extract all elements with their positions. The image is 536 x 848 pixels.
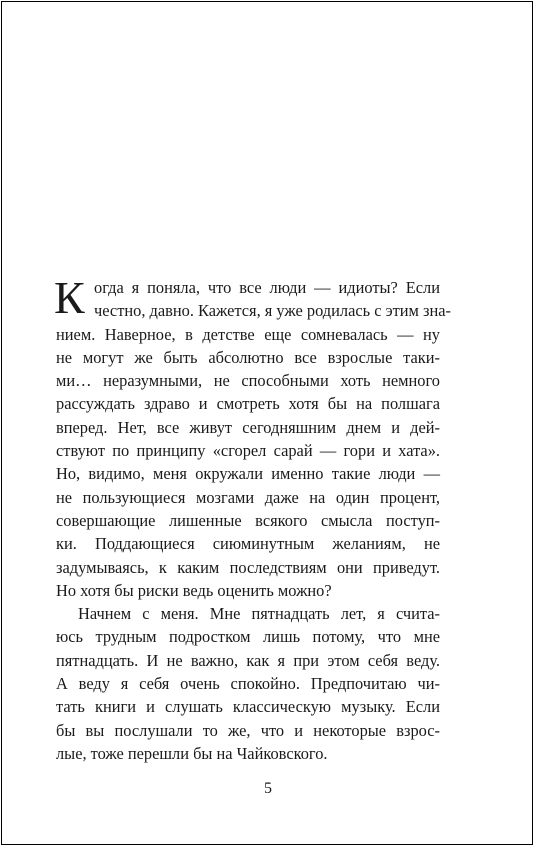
text-line: нием. Наверное, в детстве еще сомневалась — ну (56, 324, 440, 344)
text-line: ствуют по принципу «сгорел сарай — гори и хата». (56, 441, 440, 461)
text-line: юсь трудным подростком лишь потому, что мне (56, 627, 440, 647)
text-line: Начнем с меня. Мне пятнадцать лет, я счита- (78, 604, 440, 624)
text-line: лые, тоже перешли бы на Чайковского. (56, 743, 328, 763)
text-line: не пользующиеся мозгами даже на один процент, (56, 487, 440, 507)
text-line: Но, видимо, меня окружали именно такие люди — (56, 464, 440, 484)
paragraph (54, 272, 452, 602)
text-line: Но хотя бы риски ведь оценить можно? (56, 580, 332, 600)
paragraph (56, 602, 440, 765)
body-text (54, 272, 452, 765)
text-line: задумываясь, к каким последствиям они приведут. (56, 557, 440, 577)
page-number: 5 (264, 780, 272, 797)
text-line: А веду я себя очень спокойно. Предпочитаю чи- (56, 674, 440, 694)
text-line: вперед. Нет, все живут сегодняшним днем и дей- (56, 417, 440, 437)
text-line: рассуждать здраво и смотреть хотя бы на полшага (56, 394, 440, 414)
text-line: совершающие лишенные всякого смысла поступ- (56, 510, 440, 530)
text-line: тать книги и слушать классическую музыку. Если (56, 697, 440, 717)
paragraph-container (54, 272, 452, 765)
text-line: бы вы послушали то же, что и некоторые взрос- (56, 720, 440, 740)
text-line: ки. Поддающиеся сиюминутным желаниям, не (56, 534, 440, 554)
text-line: не могут же быть абсолютно все взрослые таки- (56, 347, 440, 367)
text-line: огда я поняла, что все люди — идиоты? Если (94, 278, 440, 297)
drop-cap: К (54, 272, 85, 323)
text-line: пятнадцать. И не важно, как я при этом себя веду. (56, 650, 440, 670)
text-line: ми… неразумными, не способными хоть немного (56, 371, 440, 391)
text-line: честно, давно. Кажется, я уже родилась с этим зна- (94, 301, 452, 321)
